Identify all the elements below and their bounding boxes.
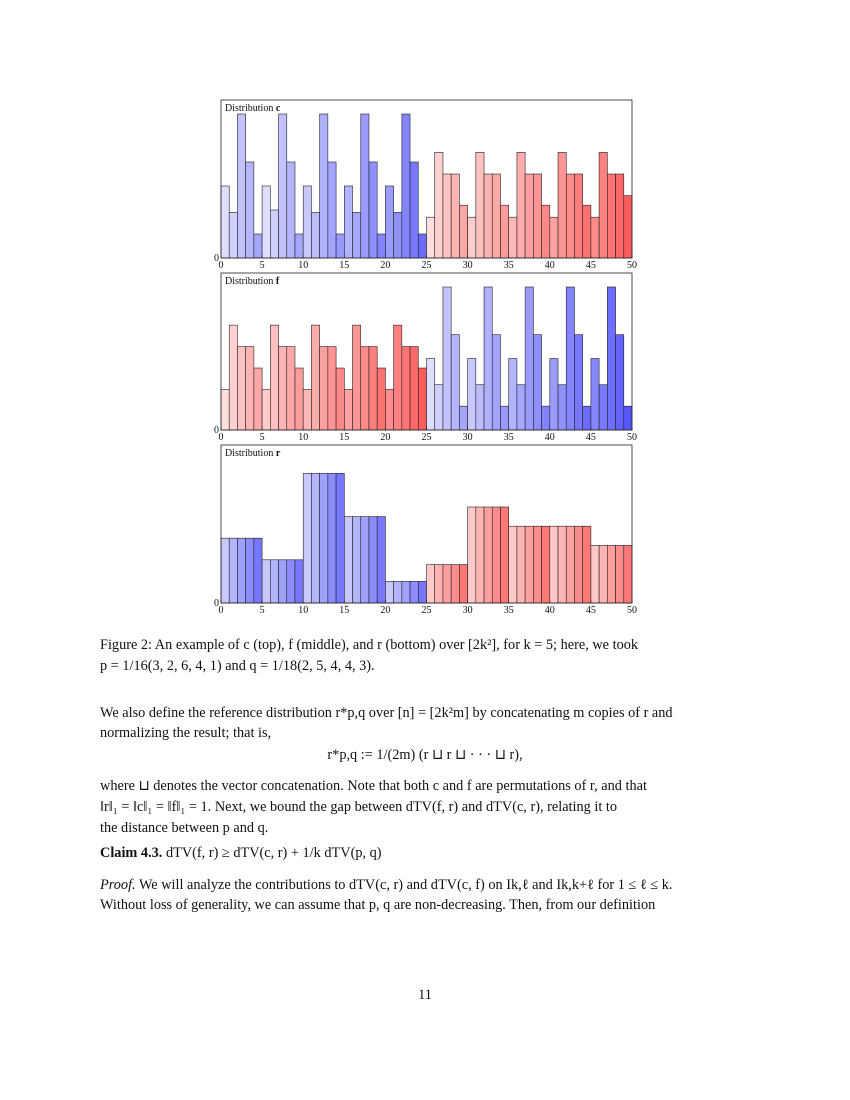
- bar-3-18: [361, 517, 369, 603]
- x-tick-label: 35: [503, 605, 514, 616]
- bar-2-17: [353, 325, 361, 430]
- bar-1-25: [418, 234, 426, 258]
- bar-1-14: [328, 162, 336, 258]
- x-tick-label: 20: [380, 605, 391, 616]
- chart-panel-3: [214, 445, 637, 616]
- bar-2-25: [418, 368, 426, 430]
- x-tick-label: 5: [259, 605, 265, 616]
- bar-2-41: [550, 359, 558, 431]
- bar-2-12: [311, 325, 319, 430]
- x-tick-label: 50: [627, 605, 637, 616]
- bar-2-33: [484, 287, 492, 430]
- bar-1-15: [336, 234, 344, 258]
- bar-1-38: [525, 174, 533, 258]
- bar-1-40: [542, 205, 550, 258]
- claim-statement: dTV(f, r) ≥ dTV(c, r) + 1/k dTV(p, q): [165, 845, 382, 861]
- x-tick-label: 30: [462, 432, 473, 443]
- x-tick-label: 5: [259, 260, 265, 271]
- bar-1-22: [394, 212, 402, 258]
- bar-1-19: [369, 162, 377, 258]
- bar-3-48: [607, 545, 615, 603]
- bar-2-22: [394, 325, 402, 430]
- bar-3-42: [558, 526, 566, 603]
- bar-2-42: [558, 385, 566, 430]
- bar-3-44: [574, 526, 582, 603]
- bar-1-11: [303, 186, 311, 258]
- x-tick-label: 15: [339, 260, 350, 271]
- bar-3-16: [344, 517, 352, 603]
- figure-caption-line-2: p = 1/16(3, 2, 6, 4, 1) and q = 1/18(2, 5, 4, 4, 3).: [100, 658, 375, 674]
- bar-3-45: [583, 526, 591, 603]
- bar-1-26: [427, 217, 435, 258]
- x-tick-label: 5: [259, 432, 265, 443]
- x-tick-label: 35: [503, 432, 514, 443]
- bar-1-3: [237, 114, 245, 258]
- bar-1-42: [558, 152, 566, 258]
- x-tick-label: 50: [627, 432, 637, 443]
- x-tick-label: 0: [218, 605, 224, 616]
- bar-3-26: [427, 565, 435, 603]
- bar-2-2: [229, 325, 237, 430]
- paragraph-2-line-2: ‖r‖₁ = ‖c‖₁ = ‖f‖₁ = 1. Next, we bound the gap between dTV(f, r) and dTV(c, r), relating it to: [100, 799, 617, 815]
- paragraph-1-line-2: normalizing the result; that is,: [100, 725, 272, 741]
- bar-2-5: [254, 368, 262, 430]
- chart-title: [225, 103, 281, 114]
- bar-2-16: [344, 389, 352, 430]
- bar-3-14: [328, 473, 336, 603]
- y-zero-label: 0: [214, 253, 219, 264]
- bar-2-24: [410, 347, 418, 430]
- x-tick-label: 10: [298, 260, 309, 271]
- x-tick-label: 0: [218, 260, 224, 271]
- bar-2-48: [607, 287, 615, 430]
- chart-panel-1: [214, 100, 637, 271]
- bar-3-11: [303, 473, 311, 603]
- bar-2-15: [336, 368, 344, 430]
- x-tick-label: 15: [339, 605, 350, 616]
- bar-3-28: [443, 565, 451, 603]
- x-tick-label: 45: [585, 260, 596, 271]
- bar-3-50: [624, 545, 632, 603]
- bar-1-5: [254, 234, 262, 258]
- page-number: 11: [418, 987, 432, 1003]
- bar-3-2: [229, 538, 237, 603]
- x-tick-label: 40: [544, 260, 555, 271]
- x-tick-label: 45: [585, 605, 596, 616]
- bar-1-6: [262, 186, 270, 258]
- bar-3-20: [377, 517, 385, 603]
- bar-3-38: [525, 526, 533, 603]
- x-tick-label: 10: [298, 432, 309, 443]
- bar-3-33: [484, 507, 492, 603]
- bar-2-46: [591, 359, 599, 431]
- x-tick-label: 30: [462, 605, 473, 616]
- bar-3-46: [591, 545, 599, 603]
- bar-2-3: [237, 347, 245, 430]
- bar-1-35: [500, 205, 508, 258]
- x-tick-label: 25: [421, 260, 432, 271]
- bar-2-21: [385, 389, 393, 430]
- bar-3-31: [468, 507, 476, 603]
- bar-2-34: [492, 335, 500, 430]
- bar-3-22: [394, 581, 402, 603]
- x-tick-label: 15: [339, 432, 350, 443]
- chart-title: [225, 276, 280, 287]
- bar-2-30: [459, 406, 467, 430]
- x-tick-label: 45: [585, 432, 596, 443]
- chart-title-symbol: f: [275, 276, 280, 287]
- bar-1-24: [410, 162, 418, 258]
- bar-1-33: [484, 174, 492, 258]
- bar-3-40: [542, 526, 550, 603]
- figure-caption-line-1: Figure 2: An example of c (top), f (middle), and r (bottom) over [2k²], for k = 5; here, we took: [100, 637, 639, 653]
- bar-1-31: [468, 217, 476, 258]
- bar-3-4: [246, 538, 254, 603]
- bar-3-5: [254, 538, 262, 603]
- bar-2-23: [402, 347, 410, 430]
- proof-label: Proof.: [100, 877, 136, 893]
- bar-1-29: [451, 174, 459, 258]
- x-tick-label: 40: [544, 432, 555, 443]
- x-tick-label: 25: [421, 432, 432, 443]
- bar-3-17: [353, 517, 361, 603]
- x-tick-label: 20: [380, 432, 391, 443]
- bar-3-19: [369, 517, 377, 603]
- bar-2-7: [270, 325, 278, 430]
- bar-2-4: [246, 347, 254, 430]
- chart-panel-2: [214, 273, 637, 443]
- bar-1-9: [287, 162, 295, 258]
- bar-2-20: [377, 368, 385, 430]
- bar-1-20: [377, 234, 385, 258]
- paragraph-2-line-3: the distance between p and q.: [100, 820, 269, 836]
- y-zero-label: 0: [214, 598, 219, 609]
- bar-2-35: [500, 406, 508, 430]
- bar-2-9: [287, 347, 295, 430]
- x-tick-label: 40: [544, 605, 555, 616]
- proof-line-1: [100, 875, 750, 895]
- chart-title-symbol: c: [275, 103, 281, 114]
- bar-3-6: [262, 560, 270, 603]
- bar-1-50: [624, 196, 632, 258]
- bar-3-9: [287, 560, 295, 603]
- bar-2-40: [542, 406, 550, 430]
- bar-1-49: [616, 174, 624, 258]
- bar-1-47: [599, 152, 607, 258]
- bar-1-23: [402, 114, 410, 258]
- bar-3-47: [599, 545, 607, 603]
- bar-2-38: [525, 287, 533, 430]
- bar-3-24: [410, 581, 418, 603]
- bar-1-17: [353, 212, 361, 258]
- bar-2-49: [616, 335, 624, 430]
- bar-1-18: [361, 114, 369, 258]
- bar-3-3: [237, 538, 245, 603]
- bar-1-21: [385, 186, 393, 258]
- bar-1-8: [279, 114, 287, 258]
- bar-2-27: [435, 385, 443, 430]
- chart-title: [225, 448, 281, 459]
- proof-text-line-1: We will analyze the contributions to dTV(c, r) and dTV(c, f) on Ik,ℓ and Ik,k+ℓ for 1 ≤ ℓ ≤ k.: [138, 877, 673, 893]
- x-tick-label: 20: [380, 260, 391, 271]
- bar-3-35: [500, 507, 508, 603]
- bar-3-32: [476, 507, 484, 603]
- bar-1-7: [270, 210, 278, 258]
- bar-2-37: [517, 385, 525, 430]
- bar-1-28: [443, 174, 451, 258]
- paragraph-2-line-1: where ⊔ denotes the vector concatenation. Note that both c and f are permutations of r, and that: [100, 778, 647, 794]
- bar-3-39: [533, 526, 541, 603]
- bar-3-41: [550, 526, 558, 603]
- bar-3-10: [295, 560, 303, 603]
- bar-3-49: [616, 545, 624, 603]
- y-zero-label: 0: [214, 425, 219, 436]
- bar-1-2: [229, 212, 237, 258]
- bar-1-41: [550, 217, 558, 258]
- bar-1-48: [607, 174, 615, 258]
- bar-2-29: [451, 335, 459, 430]
- bar-3-23: [402, 581, 410, 603]
- bar-3-37: [517, 526, 525, 603]
- chart-title-text: Distribution: [225, 276, 276, 287]
- bar-1-34: [492, 174, 500, 258]
- bar-3-1: [221, 538, 229, 603]
- bar-3-34: [492, 507, 500, 603]
- bar-1-1: [221, 186, 229, 258]
- x-tick-label: 35: [503, 260, 514, 271]
- x-tick-label: 10: [298, 605, 309, 616]
- bar-3-12: [311, 473, 319, 603]
- bar-1-4: [246, 162, 254, 258]
- claim-label: Claim 4.3.: [100, 845, 163, 861]
- bar-3-21: [385, 581, 393, 603]
- x-tick-label: 50: [627, 260, 637, 271]
- bar-2-19: [369, 347, 377, 430]
- bar-3-43: [566, 526, 574, 603]
- bar-3-7: [270, 560, 278, 603]
- bar-3-27: [435, 565, 443, 603]
- bar-2-47: [599, 385, 607, 430]
- bar-1-45: [583, 205, 591, 258]
- bar-2-45: [583, 406, 591, 430]
- bar-2-36: [509, 359, 517, 431]
- bar-2-32: [476, 385, 484, 430]
- bar-1-13: [320, 114, 328, 258]
- bar-1-43: [566, 174, 574, 258]
- bar-2-28: [443, 287, 451, 430]
- bar-3-29: [451, 565, 459, 603]
- bar-1-39: [533, 174, 541, 258]
- bar-2-13: [320, 347, 328, 430]
- bar-2-39: [533, 335, 541, 430]
- bar-1-32: [476, 152, 484, 258]
- bar-1-27: [435, 152, 443, 258]
- bar-2-8: [279, 347, 287, 430]
- bar-1-46: [591, 217, 599, 258]
- x-tick-label: 30: [462, 260, 473, 271]
- chart-title-text: Distribution: [225, 103, 276, 114]
- bar-1-36: [509, 217, 517, 258]
- bar-2-18: [361, 347, 369, 430]
- bar-2-44: [574, 335, 582, 430]
- bar-2-43: [566, 287, 574, 430]
- equation-reference-distribution: r*p,q := 1/(2m) (r ⊔ r ⊔ · · · ⊔ r),: [327, 747, 523, 763]
- proof-line-2: Without loss of generality, we can assume that p, q are non-decreasing. Then, from our definition: [100, 897, 656, 913]
- bar-2-10: [295, 368, 303, 430]
- paragraph-1-line-1: We also define the reference distribution r*p,q over [n] = [2k²m] by concatenating m copies of r and: [100, 705, 673, 721]
- bar-2-31: [468, 359, 476, 431]
- bar-3-15: [336, 473, 344, 603]
- bar-3-30: [459, 565, 467, 603]
- bar-3-13: [320, 473, 328, 603]
- bar-3-25: [418, 581, 426, 603]
- bar-2-26: [427, 359, 435, 431]
- claim-4-3: [100, 843, 750, 863]
- bar-2-6: [262, 389, 270, 430]
- x-tick-label: 25: [421, 605, 432, 616]
- bar-1-44: [574, 174, 582, 258]
- bar-3-8: [279, 560, 287, 603]
- chart-title-symbol: r: [275, 448, 281, 459]
- bar-2-1: [221, 389, 229, 430]
- bar-3-36: [509, 526, 517, 603]
- bar-1-37: [517, 152, 525, 258]
- chart-title-text: Distribution: [225, 448, 276, 459]
- bar-1-16: [344, 186, 352, 258]
- bar-1-10: [295, 234, 303, 258]
- bar-2-50: [624, 406, 632, 430]
- x-tick-label: 0: [218, 432, 224, 443]
- bar-1-12: [311, 212, 319, 258]
- bar-2-14: [328, 347, 336, 430]
- bar-1-30: [459, 205, 467, 258]
- bar-2-11: [303, 389, 311, 430]
